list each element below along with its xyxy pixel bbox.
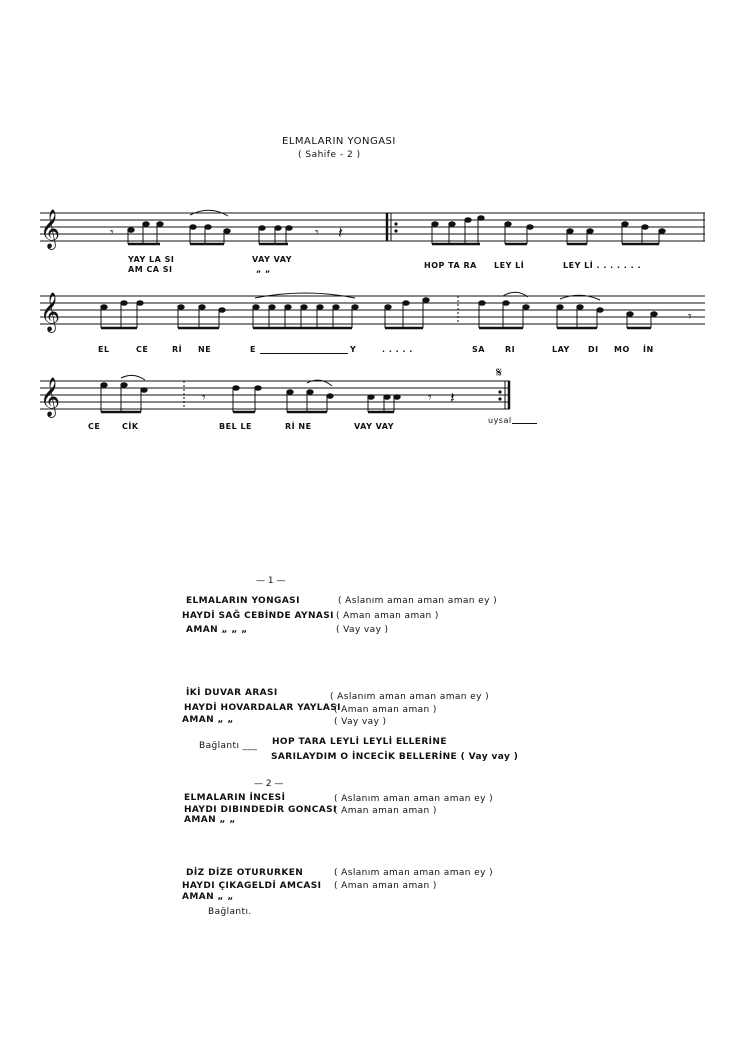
verse-refrain: ( Aman aman aman )	[334, 705, 437, 715]
baglanti-label: Bağlantı ___	[199, 741, 258, 751]
lyric: Rİ	[172, 345, 183, 354]
arranger-name: uysal	[488, 416, 512, 425]
lyric: RI	[505, 345, 516, 354]
verse-refrain: ( Aman aman aman )	[334, 806, 437, 816]
lyric: AM CA SI	[128, 265, 173, 274]
verse-line: ELMALARIN İNCESİ	[184, 793, 286, 803]
treble-clef-icon: 𝄞	[40, 292, 61, 332]
verse-refrain: ( Aslanım aman aman aman ey )	[334, 794, 493, 804]
melisma-line	[260, 353, 348, 354]
verse-line: HAYDI DIBINDEDİR GONCASI	[184, 805, 337, 815]
lyric: BEL LE	[219, 422, 253, 431]
verse-line: İKİ DUVAR ARASI	[186, 688, 278, 698]
treble-clef-icon: 𝄞	[40, 209, 61, 249]
verse-refrain: ( Aman aman aman )	[336, 611, 439, 621]
verse-line: AMAN „ „	[184, 815, 236, 825]
verse-line: AMAN „ „ „	[186, 625, 248, 635]
lyric: MO	[614, 345, 630, 354]
lyric: CE	[88, 422, 101, 431]
verse-number: — 2 —	[254, 779, 284, 789]
lyric: EL	[98, 345, 110, 354]
lyric: „ „	[256, 265, 271, 274]
verse-refrain: ( Vay vay )	[334, 717, 387, 727]
verse-line: ELMALARIN YONGASI	[186, 596, 300, 606]
verse-line: AMAN „ „	[182, 715, 234, 725]
segno-icon: 𝄋	[496, 365, 503, 381]
lyric: DI	[588, 345, 599, 354]
eighth-rest-icon: 𝄾	[428, 390, 432, 406]
baglanti-line: HOP TARA LEYLİ LEYLİ ELLERİNE	[272, 737, 447, 747]
verse-refrain: ( Aslanım aman aman aman ey )	[330, 692, 489, 702]
lyric: E	[250, 345, 256, 354]
lyric: İN	[643, 345, 654, 354]
verse-number: — 1 —	[256, 576, 286, 586]
baglanti-line: SARILAYDIM O İNCECİK BELLERİNE ( Vay vay )	[271, 752, 519, 762]
lyric: VAY VAY	[252, 255, 293, 264]
treble-clef-icon: 𝄞	[40, 377, 61, 417]
staff-1	[40, 213, 705, 241]
lyric: LAY	[552, 345, 570, 354]
verse-refrain: ( Aman aman aman )	[334, 881, 437, 891]
song-title: ELMALARIN YONGASI	[282, 136, 396, 147]
page-subtitle: ( Sahife - 2 )	[298, 150, 361, 160]
verse-line: HAYDI ÇIKAGELDİ AMCASI	[182, 881, 322, 891]
eighth-rest-icon: 𝄾	[110, 225, 114, 241]
quarter-rest-icon: 𝄽	[450, 388, 455, 407]
lyric: VAY VAY	[354, 422, 395, 431]
underline	[512, 423, 537, 424]
lyric: YAY LA SI	[128, 255, 175, 264]
verse-refrain: ( Aslanım aman aman aman ey )	[338, 596, 497, 606]
verse-refrain: ( Aslanım aman aman aman ey )	[334, 868, 493, 878]
lyric: Y	[350, 345, 357, 354]
verse-refrain: ( Vay vay )	[336, 625, 389, 635]
lyric: CİK	[122, 422, 139, 431]
eighth-rest-icon: 𝄾	[688, 309, 692, 325]
lyric: NE	[198, 345, 212, 354]
verse-line: DİZ DİZE OTURURKEN	[186, 868, 304, 878]
verse-line: AMAN „ „	[182, 892, 234, 902]
quarter-rest-icon: 𝄽	[338, 223, 343, 242]
staff-3	[40, 381, 510, 409]
eighth-rest-icon: 𝄾	[315, 225, 319, 241]
baglanti-end: Bağlantı.	[208, 907, 252, 917]
lyric: Rİ NE	[285, 422, 312, 431]
lyric: . . . . .	[382, 345, 413, 354]
lyric: LEY Lİ . . . . . . .	[563, 261, 641, 270]
verse-line: HAYDİ SAĞ CEBİNDE AYNASI	[182, 611, 334, 621]
lyric: HOP TA RA	[424, 261, 477, 270]
eighth-rest-icon: 𝄾	[202, 390, 206, 406]
lyric: LEY Lİ	[494, 261, 525, 270]
lyric: SA	[472, 345, 485, 354]
lyric: CE	[136, 345, 149, 354]
verse-line: HAYDİ HOVARDALAR YAYLASI	[184, 703, 341, 713]
staff-2	[40, 296, 705, 324]
